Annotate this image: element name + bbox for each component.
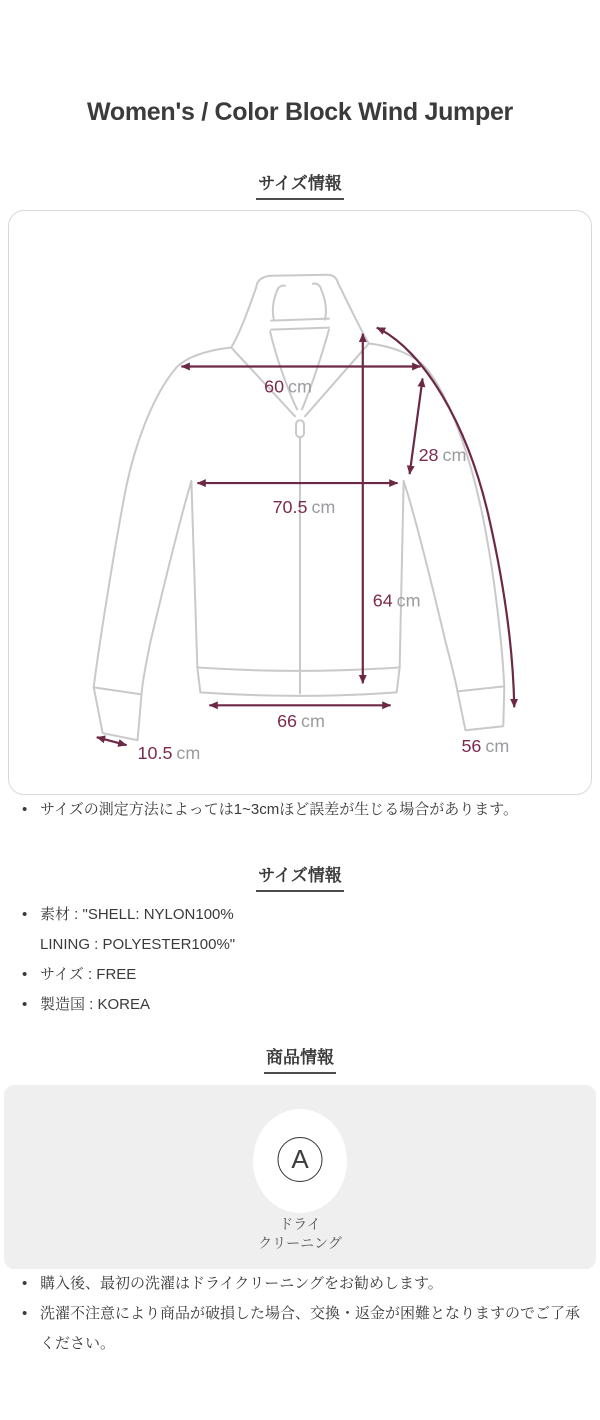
care-label-line2: クリーニング	[258, 1235, 342, 1251]
size-info-heading: サイズ情報	[256, 865, 344, 892]
size-diagram-heading: サイズ情報	[256, 173, 344, 200]
garment-measurement-diagram	[9, 211, 591, 794]
care-label	[4, 1215, 596, 1253]
page-title: Women's / Color Block Wind Jumper	[87, 98, 513, 126]
product-notes-list	[0, 1269, 600, 1359]
dry-cleaning-icon	[278, 1137, 323, 1182]
size-note: • サイズの測定方法によっては1~3cmほど誤差が生じる場合があります。	[40, 795, 580, 825]
size-diagram-section	[0, 173, 600, 200]
size-info-list	[0, 900, 600, 1020]
size-note-list	[0, 795, 600, 825]
sleeve-label: 56 cm	[461, 736, 510, 757]
product-note-2: • 洗濯不注意により商品が破損した場合、交換・返金が困難となりますのでご了承ください。	[40, 1299, 580, 1359]
country-item: • 製造国 : KOREA	[40, 990, 580, 1020]
size-diagram-panel	[8, 210, 592, 795]
material-item-line2: LINING : POLYESTER100%"	[40, 936, 236, 953]
chest-label: 70.5 cm	[272, 496, 336, 517]
product-note-1: • 購入後、最初の洗濯はドライクリーニングをお勧めします。	[40, 1269, 580, 1299]
material-item-line1: • 素材 : "SHELL: NYLON100%	[40, 900, 580, 930]
measure-cuff-line	[97, 737, 127, 745]
size-item: • サイズ : FREE	[40, 960, 580, 990]
care-label-line1: ドライ	[279, 1216, 321, 1232]
measure-sleeve-arc	[377, 328, 515, 708]
product-info-section	[0, 1047, 600, 1074]
shoulder-label: 60 cm	[264, 376, 312, 397]
zipper-pull	[296, 420, 304, 437]
care-symbol-letter: A	[291, 1144, 309, 1174]
length-label: 64 cm	[372, 590, 421, 611]
cuff-label: 10.5 cm	[137, 743, 201, 764]
product-info-heading: 商品情報	[264, 1047, 336, 1074]
care-instructions-panel	[4, 1085, 596, 1269]
armhole-label: 28 cm	[418, 445, 467, 466]
size-info-section	[0, 865, 600, 892]
hem-label: 66 cm	[277, 711, 325, 732]
